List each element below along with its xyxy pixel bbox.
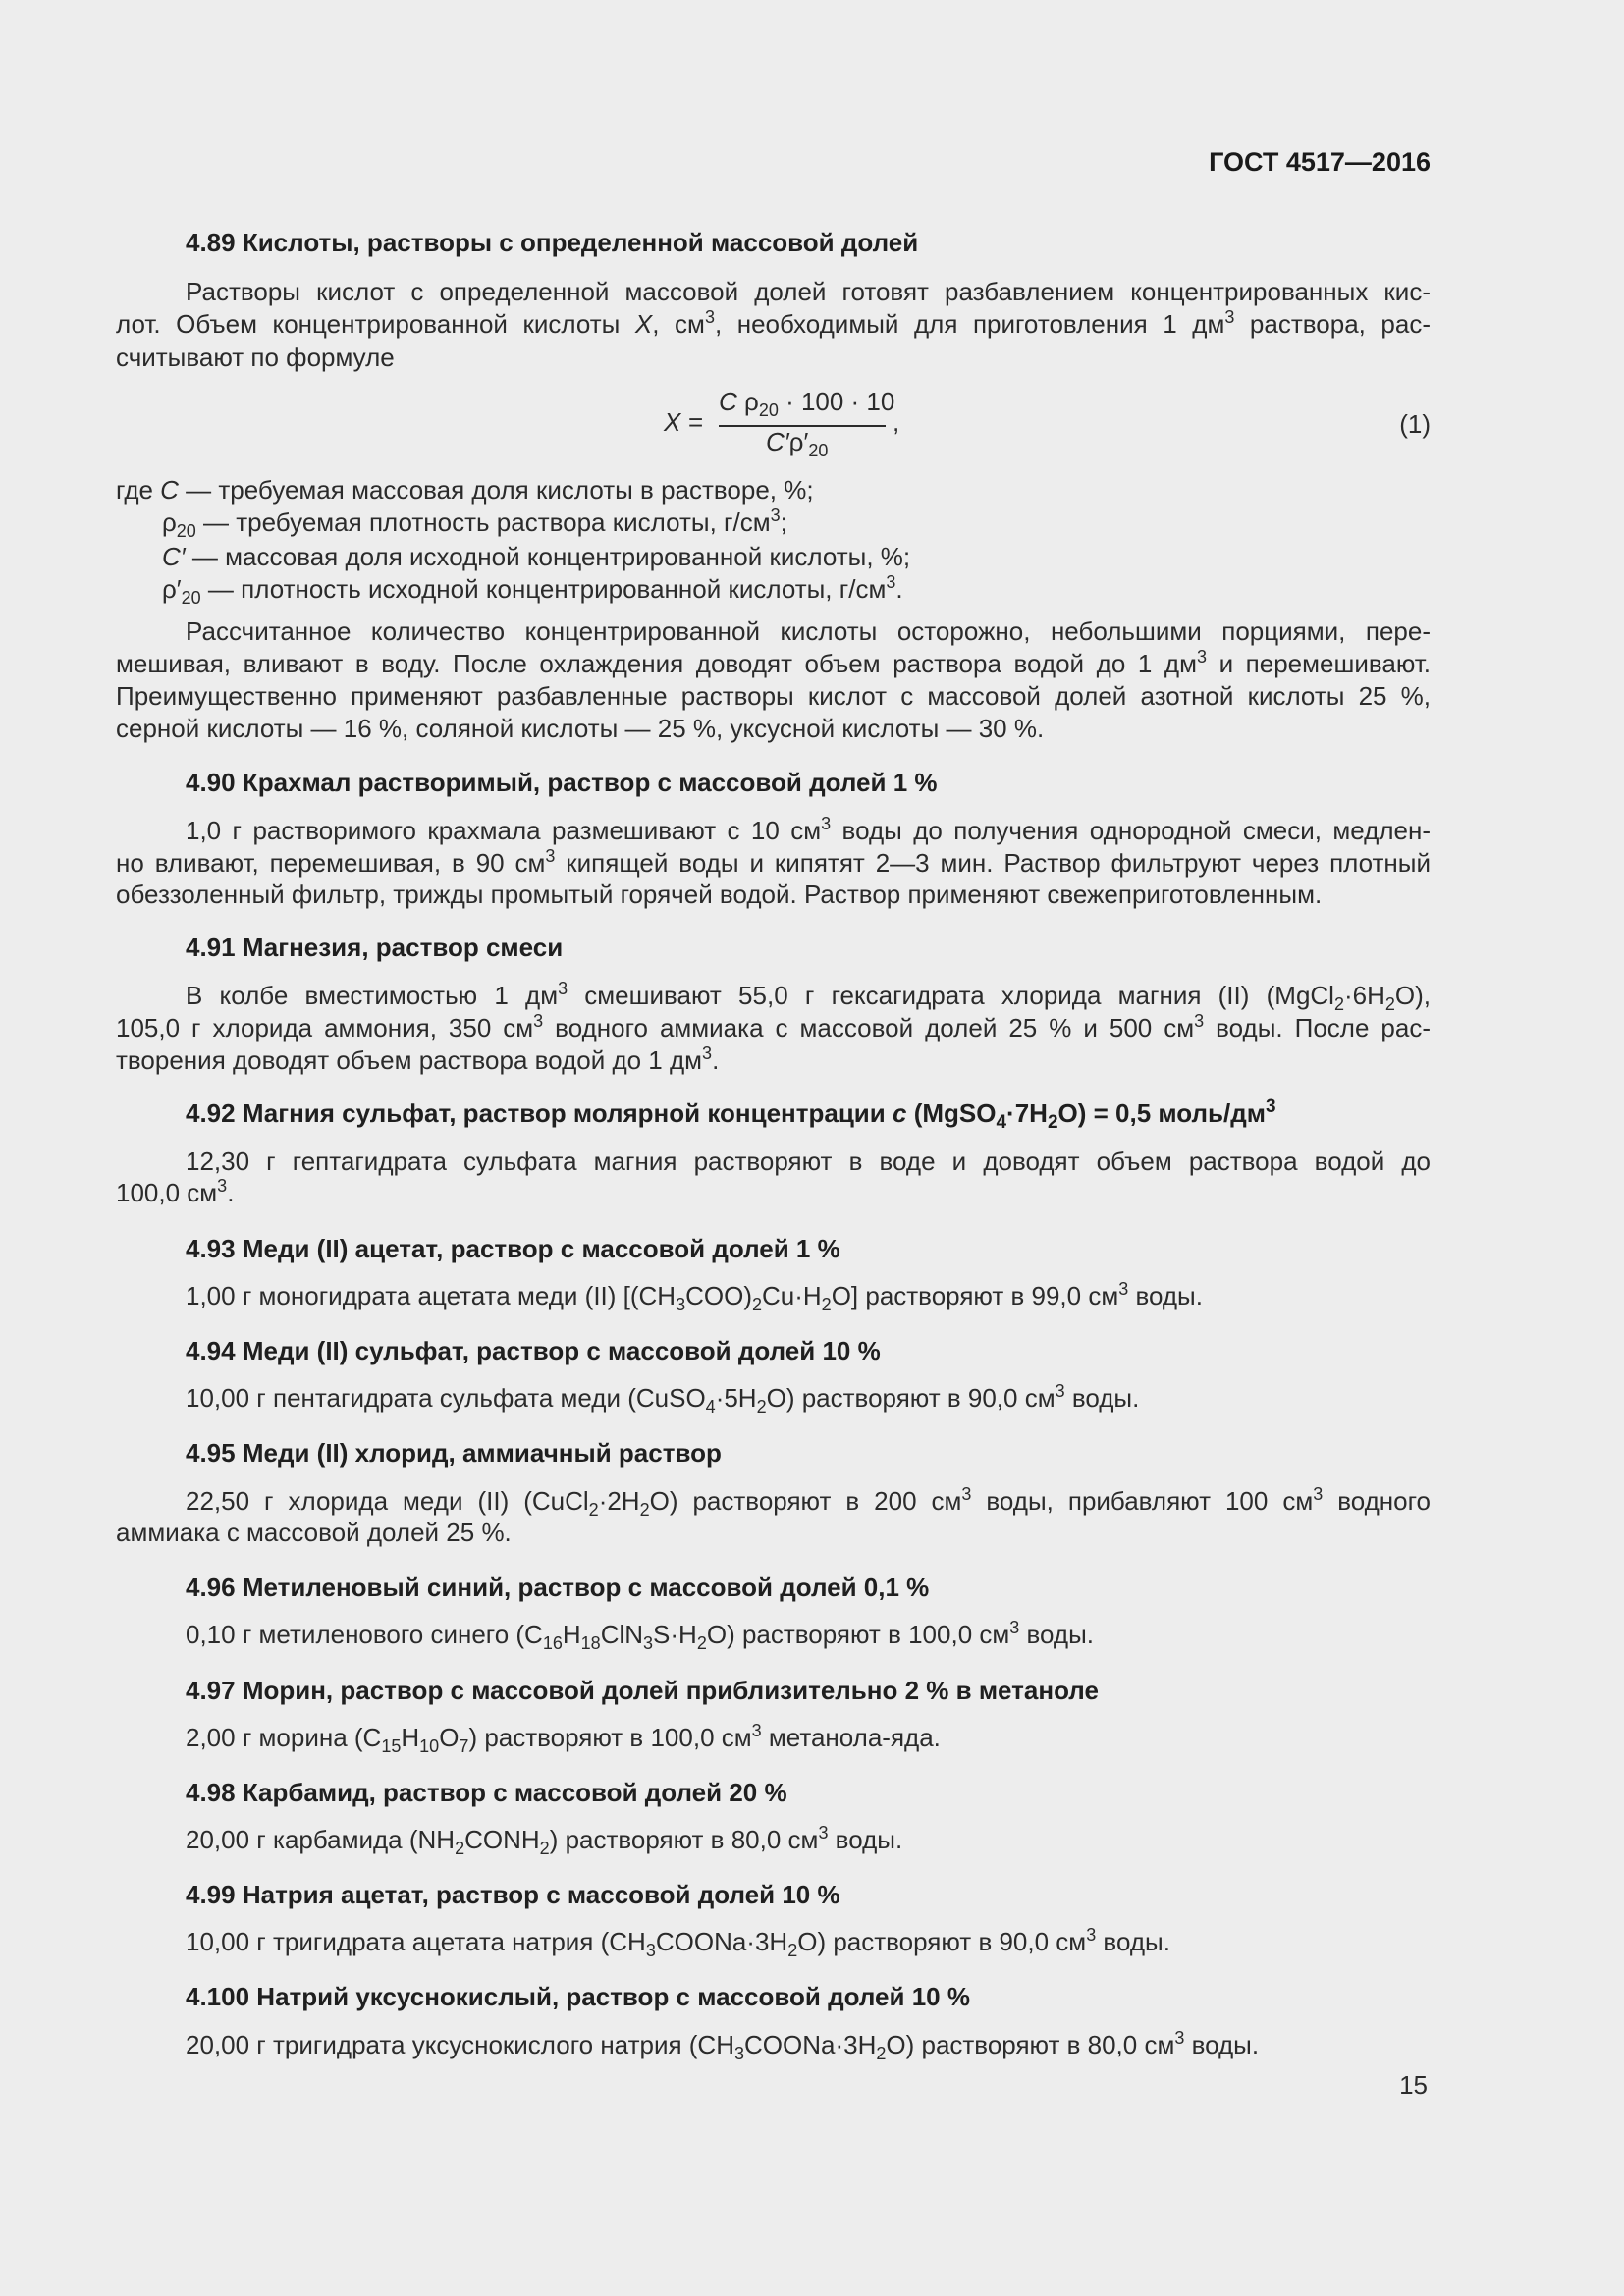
s91-line-2: 105,0 г хлорида аммония, 350 $см^3$ водного аммиака с массовой долей 25 % и 500 $см^3$ воды. После рас- xyxy=(116,1011,1431,1042)
s91-line-1: В колбе вместимостью 1 $дм^3$ смешивают 55,0 г гексагидрата хлорида магния (II) $(MgCl_2\cdot 6H_2O)$, xyxy=(186,979,1431,1014)
where-cprime: C′ — массовая доля исходной концентрированной кислоты, %; xyxy=(162,542,911,571)
s98-line-1: 20,00 г карбамида $(NH_2CONH_2)$ растворяют в 80,0 $см^3$ воды. xyxy=(186,1823,903,1858)
s99-line-1: 10,00 г тригидрата ацетата натрия $(CH_3COONa\cdot 3H_2O)$ растворяют в 90,0 $см^3$ воды. xyxy=(186,1925,1170,1960)
section-4-93-title: 4.93 Меди (II) ацетат, раствор с массовой долей 1 % xyxy=(186,1234,840,1263)
s93-line-1: 1,00 г моногидрата ацетата меди (II) $[(CH_3COO)_2Cu\cdot H_2O]$ растворяют в 99,0 $см^3$ воды. xyxy=(186,1279,1203,1314)
s90-line-3: обеззоленный фильтр, трижды промытый горячей водой. Раствор применяют свежеприготовленным. xyxy=(116,880,1323,909)
s89-line-3: считывают по формуле xyxy=(116,343,395,372)
s89-p2-line-2: мешивая, вливают в воду. После охлаждения доводят объем раствора водой до 1 $дм^3$ и перемешивают. xyxy=(116,647,1432,678)
section-4-95-title: 4.95 Меди (II) хлорид, аммиачный раствор xyxy=(186,1438,722,1468)
section-4-97-title: 4.97 Морин, раствор с массовой долей приблизительно 2 % в метаноле xyxy=(186,1676,1099,1705)
section-4-90-title: 4.90 Крахмал растворимый, раствор с массовой долей 1 % xyxy=(186,768,938,797)
where-rhoprime20: $\rho'_{20}$ — плотность исходной концентрированной кислоты, $г/см^3$. xyxy=(162,572,903,608)
section-4-99-title: 4.99 Натрия ацетат, раствор с массовой долей 10 % xyxy=(186,1880,840,1909)
section-4-100-title: 4.100 Натрий уксуснокислый, раствор с массовой долей 10 % xyxy=(186,1982,970,2011)
s90-line-2: но вливают, перемешивая, в 90 $см^3$ кипящей воды и кипятят 2—3 мин. Раствор фильтруют через плотный xyxy=(116,846,1431,878)
section-4-92-title: 4.92 Магния сульфат, раствор молярной концентрации c $(MgSO_4\cdot 7H_2O) = 0,5$ моль/$дм^3$ xyxy=(186,1096,1276,1133)
s89-p2-line-4: серной кислоты — 16 %, соляной кислоты — 25 %, уксусной кислоты — 30 %. xyxy=(116,714,1045,743)
s94-line-1: 10,00 г пентагидрата сульфата меди $(CuSO_4\cdot 5H_2O)$ растворяют в 90,0 $см^3$ воды. xyxy=(186,1381,1140,1416)
s89-p2-line-1: Рассчитанное количество концентрированной кислоты осторожно, небольшими порциями, пере- xyxy=(186,616,1431,646)
s95-line-1: 22,50 г хлорида меди (II) $(CuCl_2\cdot 2H_2O)$ растворяют в 200 $см^3$ воды, прибавляют 100 $см^3$ водного xyxy=(186,1484,1431,1520)
s100-line-1: 20,00 г тригидрата уксуснокислого натрия $(CH_3COONa\cdot 3H_2O)$ растворяют в 80,0 $см^3$ воды. xyxy=(186,2028,1260,2063)
section-4-91-title: 4.91 Магнезия, раствор смеси xyxy=(186,933,564,962)
section-4-94-title: 4.94 Меди (II) сульфат, раствор с массовой долей 10 % xyxy=(186,1336,881,1365)
section-4-96-title: 4.96 Метиленовый синий, раствор с массовой долей 0,1 % xyxy=(186,1573,930,1602)
s95-line-2: аммиака с массовой долей 25 %. xyxy=(116,1518,512,1547)
where-c: где C — требуемая массовая доля кислоты в растворе, %; xyxy=(116,475,814,505)
standard-header: ГОСТ 4517—2016 xyxy=(1209,147,1431,177)
page-number: 15 xyxy=(1399,2070,1428,2100)
s89-line-2: лот. Объем концентрированной кислоты X, $см^3$, необходимый для приготовления 1 $дм^3$ раствора, рас- xyxy=(116,307,1432,339)
s92-line-2: 100,0 $см^3$. xyxy=(116,1176,235,1207)
s92-line-1: 12,30 г гептагидрата сульфата магния растворяют в воде и доводят объем раствора водой до xyxy=(186,1147,1431,1176)
s89-line-1: Растворы кислот с определенной массовой долей готовят разбавлением концентрированных кис- xyxy=(186,277,1431,306)
s90-line-1: 1,0 г растворимого крахмала размешивают с 10 $см^3$ воды до получения однородной смеси, медлен- xyxy=(186,814,1431,845)
s89-p2-line-3: Преимущественно применяют разбавленные растворы кислот с массовой долей азотной кислоты 25 %, xyxy=(116,681,1431,711)
section-4-98-title: 4.98 Карбамид, раствор с массовой долей 20 % xyxy=(186,1778,787,1807)
s96-line-1: 0,10 г метиленового синего $(C_{16}H_{18}ClN_3S\cdot H_2O)$ растворяют в 100,0 $см^3$ воды. xyxy=(186,1618,1094,1653)
where-rho20: $\rho_{20}$ — требуемая плотность раствора кислоты, $г/см^3$; xyxy=(162,506,787,541)
document-page: ГОСТ 4517—2016 4.89 Кислоты, растворы с определенной массовой долей Растворы кислот с определенной массовой долей готовят разбавлением концентрированных кис- лот. Объем концентрированной кислоты X, $см^3$, необходимый для приготовления 1 $дм^3$ раствора, рас- считывают по формуле X = C $\rho_{20} \cdot 100 \cdot 10$ $C'\rho'_{20}$ , (1) где C — требуемая массовая доля кислоты в растворе, %; $\rho_{20}$ — требуемая плотность раствора кислоты, $г/см^3$; C′ — массовая доля исходной концентрированной кислоты, %; $\rho'_{20}$ — плотность исходной концентрированной кислоты, $г/см^3$. Рассчитанное количество концентрированной кислоты осторожно, небольшими порциями, пере- мешивая, вливают в воду. После охлаждения доводят объем раствора водой до 1 $дм^3$ и перемешивают. Преимущественно применяют разбавленные растворы кислот с массовой долей азотной кислоты 25 %, серной кислоты — 16 %, соляной кислоты — 25 %, уксусной кислоты — 30 %. 4.90 Крахмал растворимый, раствор с массовой долей 1 % 1,0 г растворимого крахмала размешивают с 10 $см^3$ воды до получения однородной смеси, медлен- но вливают, перемешивая, в 90 $см^3$ кипящей воды и кипятят 2—3 мин. Раствор фильтруют через плотный обеззоленный фильтр, трижды промытый горячей водой. Раствор применяют свежеприготовленным. 4.91 Магнезия, раствор смеси В колбе вместимостью 1 $дм^3$ смешивают 55,0 г гексагидрата хлорида магния (II) $(MgCl_2\cdot 6H_2O)$, 105,0 г хлорида аммония, 350 $см^3$ водного аммиака с массовой долей 25 % и 500 $см^3$ воды. После рас- творения доводят объем раствора водой до 1 $дм^3$. 4.92 Магния сульфат, раствор молярной концентрации c $(MgSO_4\cdot 7H_2O) = 0,5$ моль/$дм^3$ 12,30 г гептагидрата сульфата магния растворяют в воде и доводят объем раствора водой до 100,0 $см^3$. 4.93 Меди (II) ацетат, раствор с массовой долей 1 % 1,00 г моногидрата ацетата меди (II) $[(CH_3COO)_2Cu\cdot H_2O]$ растворяют в 99,0 $см^3$ воды. 4.94 Меди (II) сульфат, раствор с массовой долей 10 % 10,00 г пентагидрата сульфата меди $(CuSO_4\cdot 5H_2O)$ растворяют в 90,0 $см^3$ воды. 4.95 Меди (II) хлорид, аммиачный раствор 22,50 г хлорида меди (II) $(CuCl_2\cdot 2H_2O)$ растворяют в 200 $см^3$ воды, прибавляют 100 $см^3$ водного аммиака с массовой долей 25 %. 4.96 Метиленовый синий, раствор с массовой долей 0,1 % 0,10 г метиленового синего $(C_{16}H_{18}ClN_3S\cdot H_2O)$ растворяют в 100,0 $см^3$ воды. 4.97 Морин, раствор с массовой долей приблизительно 2 % в метаноле 2,00 г морина $(C_{15}H_{10}O_7)$ растворяют в 100,0 $см^3$ метанола-яда. 4.98 Карбамид, раствор с массовой долей 20 % 20,00 г карбамида $(NH_2CONH_2)$ растворяют в 80,0 $см^3$ воды. 4.99 Натрия ацетат, раствор с массовой долей 10 % 10,00 г тригидрата ацетата натрия $(CH_3COONa\cdot 3H_2O)$ растворяют в 90,0 $см^3$ воды. 4.100 Натрий уксуснокислый, раствор с массовой долей 10 % 20,00 г тригидрата уксуснокислого натрия $(CH_3COONa\cdot 3H_2O)$ растворяют в 80,0 $см^3$ воды. 15 xyxy=(116,147,1432,2100)
section-4-89-title: 4.89 Кислоты, растворы с определенной массовой долей xyxy=(186,228,919,257)
formula-number: (1) xyxy=(1399,409,1431,439)
s91-line-3: творения доводят объем раствора водой до 1 $дм^3$. xyxy=(116,1043,720,1075)
s97-line-1: 2,00 г морина $(C_{15}H_{10}O_7)$ растворяют в 100,0 $см^3$ метанола-яда. xyxy=(186,1721,941,1756)
